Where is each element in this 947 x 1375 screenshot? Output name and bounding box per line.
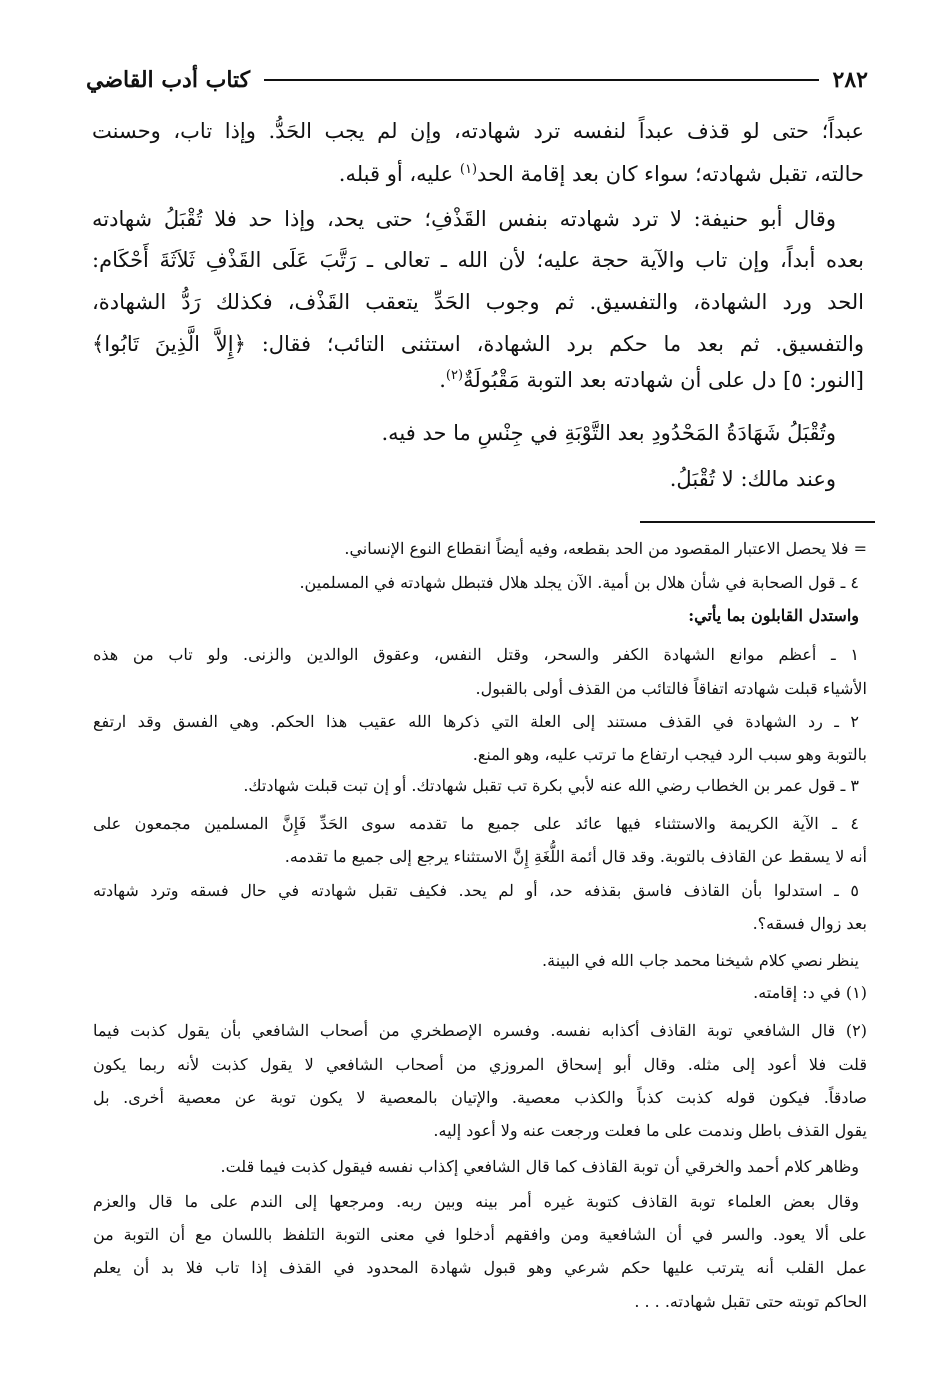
footnote-line: ينظر نصي كلام شيخنا محمد جاب الله في البينة.	[542, 951, 859, 970]
footnote-line: قلت فلا أعود إلى مثله. وقال أبو إسحاق المروزي من أصحاب الشافعي لا يقول كذبت لأنه ربما يكون	[93, 1055, 867, 1074]
footnote-line: وقال بعض العلماء توبة القاذف كتوبة غيره أمر بينه وبين ربه. ومرجعها إلى الندم على ما قال والعزم	[93, 1192, 860, 1211]
footnote-heading: واستدل القابلون بما يأتي:	[688, 606, 859, 625]
page-number: ٢٨٢	[832, 67, 868, 93]
page-header	[86, 62, 868, 98]
footnote-ref: (٢)	[445, 368, 464, 383]
header-rule	[264, 79, 818, 81]
main-line: بعده أبداً، وإن تاب والآية حجة عليه؛ لأن الله ـ تعالى ـ رَتَّبَ عَلَى القَذْفِ ثَلاَثَةَ أَحْكَام:	[92, 248, 864, 272]
footnote-line: بالتوبة وهو سبب الرد فيجب ارتفاع ما ترتب عليه، وهو المنع.	[472, 745, 867, 764]
footnote-ref: (١)	[459, 162, 478, 177]
footnote-line: الأشياء قبلت شهادته اتفاقاً فالتائب من القذف أولى بالقبول.	[475, 679, 867, 698]
main-line: [النور: ٥] دل على أن شهادته بعد التوبة مَقْبُولَةٌ$^{(٢)}$.	[439, 368, 864, 392]
book-title: كتاب أدب القاضي	[86, 67, 251, 93]
footnote-line: ٣ ـ قول عمر بن الخطاب رضي الله عنه لأبي بكرة تب تقبل شهادتك. أو إن تبت قبلت شهادتك.	[243, 776, 859, 795]
footnote-line: وظاهر كلام أحمد والخرقي أن توبة القاذف كما قال الشافعي إكذاب نفسه فيقول كذبت فيما قلت.	[220, 1157, 859, 1176]
footnote-line: أنه لا يسقط عن القاذف بالتوبة. وقد قال أئمة اللُّغَةِ إِنَّ الاستثناء يرجع إلى جميع ما تقدمه.	[284, 847, 867, 866]
footnote-line: ٤ ـ الآية الكريمة والاستثناء فيها عائد على جميع ما تقدمه سوى الحَدِّ فَإِنَّ المسلمين مجمعون على	[93, 814, 859, 833]
main-line: وقال أبو حنيفة: لا ترد شهادته بنفس القَذْفِ؛ حتى يحد، وإذا حد فلا تُقْبَلُ شهادته	[92, 207, 836, 231]
main-line: حالته، تقبل شهادته؛ سواء كان بعد إقامة الحد$^{(١)}$ عليه، أو قبله.	[338, 162, 864, 186]
main-line: وعند مالك: لا تُقْبَلُ.	[669, 467, 836, 491]
footnote-line: على ألا يعود. والسر في أن الشافعية ومن وافقهم أدخلوا في معنى التوبة التلفظ باللسان مع أن التوبة من	[93, 1225, 867, 1244]
footnote-line: بعد زوال فسقه؟.	[752, 914, 867, 933]
footnote-line: = فلا يحصل الاعتبار المقصود من الحد بقطعه، وفيه أيضاً انقطاع النوع الإنساني.	[344, 539, 867, 558]
main-line: والتفسيق. ثم بعد ما حكم برد الشهادة، استثنى التائب؛ فقال: ﴿إِلاَّ الَّذِينَ تَابُوا﴾	[92, 332, 864, 356]
footnote-line: صادقاً. فيكون قوله كذبت كذباً والكذب معصية. والإتيان بالمعصية لا يكون توبة عن معصية أخرى. بل	[93, 1088, 867, 1107]
footnote-line: ٥ ـ استدلوا بأن القاذف فاسق بقذفه حد، أو لم يحد. فكيف تقبل شهادته في حال فسقه وترد شهادته	[93, 881, 859, 900]
main-line: عبداً؛ حتى لو قذف عبداً لنفسه ترد شهادته، وإن لم يجب الحَدُّ. وإذا تاب، وحسنت	[92, 119, 864, 143]
footnote-line: الحاكم توبته حتى تقبل شهادته. . . .	[634, 1292, 867, 1311]
footnote-2: (٢) قال الشافعي توبة القاذف أكذابه نفسه. وفسره الإصطخري من أصحاب الشافعي بأن يقول كذبت فيما	[93, 1021, 867, 1040]
main-line: الحد ورد الشهادة، والتفسيق. ثم وجوب الحَدِّ يتعقب القَذْف، فكذلك رَدُّ الشهادة،	[92, 290, 864, 314]
footnote-separator	[640, 521, 875, 523]
footnote-line: يقول القذف باطل وندمت على ما فعلت ورجعت عنه ولا أعود إليه.	[433, 1121, 867, 1140]
footnote-1: (١) في د: إقامته.	[753, 983, 867, 1002]
footnote-line: ٢ ـ رد الشهادة في القذف مستند إلى العلة التي ذكرها الله عقيب هذا الحكم. وهي الفسق وقد ارتفع	[93, 712, 859, 731]
main-line: وتُقْبَلُ شَهَادَةُ المَحْدُودِ بعد التَّوْبَةِ في جِنْسِ ما حد فيه.	[381, 421, 836, 445]
footnote-line: عمل القلب أنه يترتب عليها حكم شرعي وهو قبول شهادة المحدود في القذف إذا تاب فلا بد أن يعلم	[93, 1258, 867, 1277]
footnote-line: ٤ ـ قول الصحابة في شأن هلال بن أمية. الآن يجلد هلال فتبطل شهادته في المسلمين.	[299, 573, 859, 592]
footnote-line: ١ ـ أعظم موانع الشهادة الكفر والسحر، وقتل النفس، وعقوق الوالدين والزنى. ولو تاب من هذه	[93, 645, 859, 664]
